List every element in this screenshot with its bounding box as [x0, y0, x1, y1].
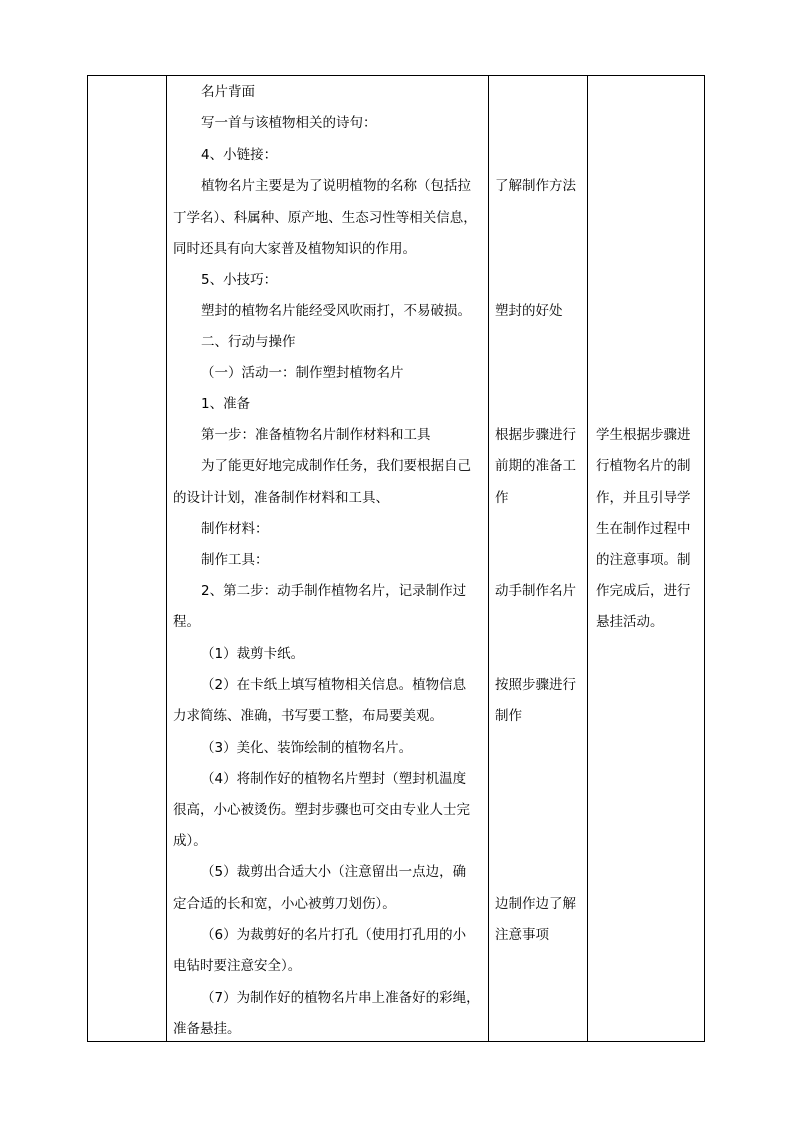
content-line: （6）为裁剪好的名片打孔（使用打孔用的小 [201, 927, 467, 943]
content-line: 名片背面 [201, 84, 255, 100]
content-line: （2）在卡纸上填写植物相关信息。植物信息 [201, 677, 467, 693]
activity-line: 前期的准备工 [495, 458, 576, 474]
content-line: 二、行动与操作 [201, 334, 296, 350]
content-line: 为了能更好地完成制作任务，我们要根据自己 [201, 458, 471, 474]
content-line: 程。 [173, 614, 200, 630]
column-divider [488, 75, 489, 1042]
content-line: 丁学名）、科属种、原产地、生态习性等相关信息， [173, 210, 477, 226]
content-line: 制作工具： [201, 552, 269, 568]
content-line: 同时还具有向大家普及植物知识的作用。 [173, 241, 416, 257]
intent-line: 作，并且引导学 [596, 490, 691, 506]
activity-line: 根据步骤进行 [495, 427, 576, 443]
content-line: 定合适的长和宽，小心被剪刀划伤）。 [173, 896, 396, 912]
content-line: （1）裁剪卡纸。 [201, 646, 305, 662]
content-line: 很高，小心被烫伤。塑封步骤也可交由专业人士完 [173, 802, 470, 818]
column-divider [166, 75, 167, 1042]
content-line: 准备悬挂。 [173, 1021, 241, 1037]
intent-line: 行植物名片的制 [596, 458, 691, 474]
content-line: 成）。 [173, 833, 207, 849]
content-line: 第一步：准备植物名片制作材料和工具 [201, 427, 431, 443]
activity-line: 按照步骤进行 [495, 677, 576, 693]
activity-line: 塑封的好处 [495, 303, 563, 319]
content-line: （4）将制作好的植物名片塑封（塑封机温度 [201, 771, 467, 787]
content-line: 塑封的植物名片能经受风吹雨打，不易破损。 [201, 303, 471, 319]
content-line: （3）美化、装饰绘制的植物名片。 [201, 740, 413, 756]
content-line: 5、小技巧： [201, 272, 278, 288]
intent-line: 悬挂活动。 [596, 614, 664, 630]
activity-line: 制作 [495, 708, 522, 724]
intent-line: 作完成后，进行 [596, 583, 691, 599]
activity-line: 边制作边了解 [495, 896, 576, 912]
content-line: （5）裁剪出合适大小（注意留出一点边，确 [201, 864, 467, 880]
intent-line: 的注意事项。制 [596, 552, 691, 568]
activity-line: 注意事项 [495, 927, 549, 943]
content-line: 写一首与该植物相关的诗句： [201, 115, 377, 131]
content-line: 力求简练、准确，书写要工整，布局要美观。 [173, 708, 443, 724]
intent-line: 学生根据步骤进 [596, 427, 691, 443]
content-line: 1、准备 [201, 396, 251, 412]
content-line: 2、第二步：动手制作植物名片，记录制作过 [201, 583, 467, 599]
content-line: 4、小链接： [201, 147, 278, 163]
activity-line: 作 [495, 490, 509, 506]
intent-line: 生在制作过程中 [596, 521, 691, 537]
content-line: 植物名片主要是为了说明植物的名称（包括拉 [201, 178, 471, 194]
content-line: 制作材料： [201, 521, 269, 537]
content-line: （7）为制作好的植物名片串上准备好的彩绳， [201, 990, 480, 1006]
column-divider [587, 75, 588, 1042]
activity-line: 了解制作方法 [495, 178, 576, 194]
content-line: （一）活动一：制作塑封植物名片 [201, 365, 404, 381]
activity-line: 动手制作名片 [495, 583, 576, 599]
content-line: 电钻时要注意安全）。 [173, 958, 302, 974]
content-line: 的设计计划，准备制作材料和工具、 [173, 490, 389, 506]
